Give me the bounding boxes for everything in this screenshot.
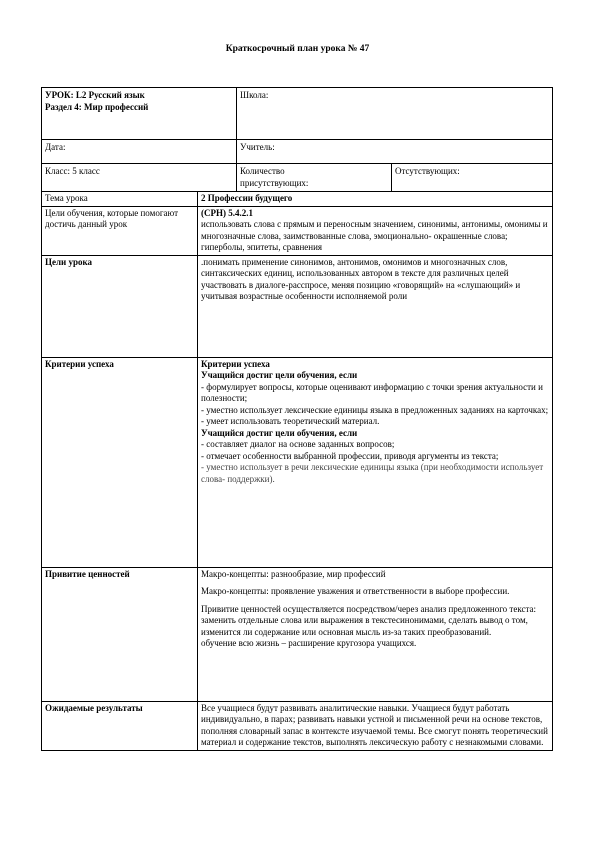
- criteria-item: - уместно использует лексические единицы языка в предложенных заданиях на карточках;: [201, 404, 549, 415]
- learning-goal-code: (СРН) 5.4.2.1: [201, 207, 253, 218]
- table-row: [42, 255, 553, 357]
- page-title: Краткосрочный план урока № 47: [225, 44, 370, 54]
- criteria-item: - умеет использовать теоретический материал.: [201, 416, 380, 427]
- absent-cell: Отсутствующих:: [392, 164, 553, 192]
- learning-goals-cell: [198, 206, 553, 255]
- present-label-2: присутствующих:: [240, 177, 309, 188]
- lesson-section: Раздел 4: Мир профессий: [45, 101, 149, 112]
- topic-value: 2 Профессии будущего: [198, 192, 553, 207]
- values-p4: обучение всю жизнь – расширение кругозора учащихся.: [201, 638, 417, 649]
- lesson-goals-label: Цели урока: [42, 255, 198, 357]
- table-row: [42, 192, 553, 207]
- values-p3: Привитие ценностей осуществляется посредством/через анализ предложенного текста: заменить отдельные слова или выражения в текстесинонимами, сделать вывод о том, изменится ли содержание или основная мысль из-за таких преобразований.: [201, 603, 537, 637]
- results-text: Все учащиеся будут развивать аналитические навыки. Учащиеся будут работать индивидуально, в парах; развивать навыки устной и письменной речи на основе текстов, пополняя словарный запас в контексте изучаемой темы. Все смогут понять теоретический материал и содержание текстов, выполнять лексическую работу с незнакомыми словами.: [198, 701, 553, 750]
- present-label-1: Количество: [240, 166, 285, 176]
- school-cell: Школа:: [237, 88, 553, 140]
- criteria-item: - формулирует вопросы, которые оценивают информацию с точки зрения актуальности и полезности;: [201, 381, 543, 404]
- criteria-heading: Критерии успеха: [201, 358, 270, 369]
- values-cell: [198, 567, 553, 701]
- criteria-subheading-1: Учащийся достиг цели обучения, если: [201, 370, 358, 381]
- teacher-cell: Учитель:: [237, 140, 553, 164]
- values-p2: Макро-концепты: проявление уважения и ответственности в выборе профессии.: [201, 586, 510, 597]
- criteria-subheading-2: Учащийся достиг цели обучения, если: [201, 427, 358, 438]
- criteria-item: - отмечает особенности выбранной профессии, приводя аргументы из текста;: [201, 450, 499, 461]
- criteria-label: Критерии успеха: [42, 357, 198, 567]
- results-label: Ожидаемые результаты: [42, 701, 198, 750]
- learning-goal-text: использовать слова с прямым и переносным значением, синонимы, антонимы, омонимы и многозначные слова, заимствованные слова, эмоционально- окрашенные слова; гиперболы, эпитеты, сравнения: [201, 219, 548, 253]
- lesson-plan-table: [41, 191, 553, 751]
- table-row: [42, 567, 553, 701]
- table-row: [42, 701, 553, 750]
- lesson-goal-2: участвовать в диалоге-расспросе, меняя позицию «говорящий» на «слушающий» и учитывая возрастные особенности исполняемой роли: [201, 279, 521, 302]
- date-cell: Дата:: [42, 140, 237, 164]
- class-cell: Класс: 5 класс: [42, 164, 237, 192]
- criteria-item: - уместно использует в речи лексические единицы языка (при необходимости использует слова- поддержки).: [201, 462, 544, 484]
- learning-goals-label: Цели обучения, которые помогают достичь данный урок: [42, 206, 198, 255]
- table-row: [42, 357, 553, 567]
- values-p1: Макро-концепты: разнообразие, мир профессий: [201, 568, 386, 579]
- lesson-goals-cell: [198, 255, 553, 357]
- lesson-cell: [42, 88, 237, 140]
- criteria-cell: [198, 357, 553, 567]
- present-cell: [237, 164, 392, 192]
- lesson-goal-1: .понимать применение синонимов, антонимов, омонимов и многозначных слов, синтаксических единиц, использованных автором в тексте для различных целей: [201, 256, 509, 279]
- table-row: [42, 206, 553, 255]
- topic-label: Тема урока: [42, 192, 198, 207]
- values-label: Привитие ценностей: [42, 567, 198, 701]
- lesson-subject: УРОК: L2 Русский язык: [45, 90, 145, 100]
- criteria-item: - составляет диалог на основе заданных вопросов;: [201, 439, 395, 450]
- header-table: [41, 87, 553, 192]
